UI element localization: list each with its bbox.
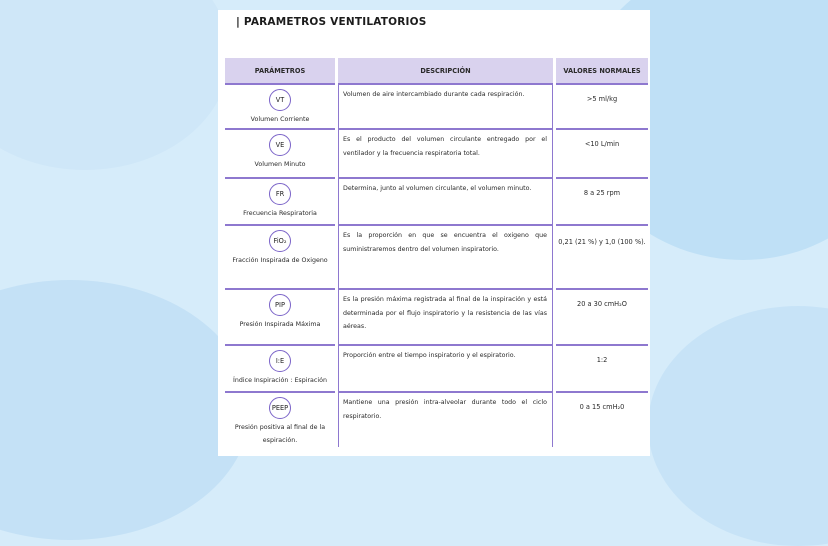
table-row <box>225 391 648 447</box>
parameter-cell <box>225 288 335 344</box>
description-text: Es la presión máxima registrada al final de la inspiración y está determinada por el flujo inspiratorio y la resistencia de las vías aéreas. <box>343 296 547 330</box>
table-row <box>225 224 648 288</box>
parameter-cell <box>225 344 335 391</box>
parameter-abbr-circle: FR <box>269 183 291 205</box>
description-cell <box>338 128 553 177</box>
parameter-name: Volumen Minuto <box>254 161 306 168</box>
parameter-name: Volumen Corriente <box>250 116 310 123</box>
value-cell <box>556 177 648 224</box>
header-normal-values: VALORES NORMALES <box>556 58 648 83</box>
document-page <box>218 10 650 456</box>
table-header-row <box>225 58 648 83</box>
description-text: Mantiene una presión intra-alveolar durante todo el ciclo respiratorio. <box>343 399 547 420</box>
normal-value: 0,21 (21 %) y 1,0 (100 %). <box>558 238 646 246</box>
table-row <box>225 288 648 344</box>
description-text: Es el producto del volumen circulante entregado por el ventilador y la frecuencia respiratoria total. <box>343 136 547 157</box>
page-title: | PARAMETROS VENTILATORIOS <box>236 16 427 28</box>
description-cell <box>338 224 553 288</box>
normal-value: 20 a 30 cmH₂O <box>577 300 627 308</box>
normal-value: 0 a 15 cmH₂0 <box>579 403 625 411</box>
background-shape <box>0 280 250 540</box>
parameter-cell <box>225 391 335 447</box>
parameter-abbr-circle: I:E <box>269 350 291 372</box>
description-cell <box>338 83 553 128</box>
parameter-abbr-circle: PIP <box>269 294 291 316</box>
table-row <box>225 128 648 177</box>
table-row <box>225 344 648 391</box>
header-parameters: PARÁMETROS <box>225 58 335 83</box>
description-cell <box>338 391 553 447</box>
parameters-table <box>222 58 650 447</box>
value-cell <box>556 128 648 177</box>
parameter-cell <box>225 83 335 128</box>
parameter-name: Presión Inspirada Máxima <box>239 321 321 328</box>
value-cell <box>556 391 648 447</box>
parameter-abbr-circle: PEEP <box>269 397 291 419</box>
value-cell <box>556 288 648 344</box>
value-cell <box>556 83 648 128</box>
table-row <box>225 177 648 224</box>
description-text: Determina, junto al volumen circulante, el volumen minuto. <box>343 185 532 192</box>
parameter-cell <box>225 128 335 177</box>
description-text: Volumen de aire intercambiado durante cada respiración. <box>343 91 525 98</box>
normal-value: >5 ml/kg <box>586 95 618 103</box>
value-cell <box>556 224 648 288</box>
normal-value: 8 a 25 rpm <box>583 189 621 197</box>
parameter-name: Frecuencia Respiratoria <box>243 210 317 217</box>
description-cell <box>338 177 553 224</box>
parameter-cell <box>225 177 335 224</box>
description-cell <box>338 288 553 344</box>
normal-value: <10 L/min <box>584 140 620 148</box>
parameter-abbr-circle: VE <box>269 134 291 156</box>
description-cell <box>338 344 553 391</box>
parameter-abbr-circle: VT <box>269 89 291 111</box>
parameter-name: Fracción Inspirada de Oxigeno <box>232 257 328 264</box>
header-description: DESCRIPCIÓN <box>338 58 553 83</box>
description-text: Es la proporción en que se encuentra el oxigeno que suministraremos dentro del volumen inspiratorio. <box>343 232 547 253</box>
table-row <box>225 83 648 128</box>
background-shape <box>648 306 828 546</box>
normal-value: 1:2 <box>596 356 608 364</box>
description-text: Proporción entre el tiempo inspiratorio y el espiratorio. <box>343 352 516 359</box>
parameter-abbr-circle: FiO₂ <box>269 230 291 252</box>
value-cell <box>556 344 648 391</box>
parameter-cell <box>225 224 335 288</box>
background-shape <box>0 0 230 170</box>
parameter-name: Índice Inspiración : Espiración <box>233 377 327 384</box>
parameter-name: Presión positiva al final de la espiración. <box>234 424 326 444</box>
